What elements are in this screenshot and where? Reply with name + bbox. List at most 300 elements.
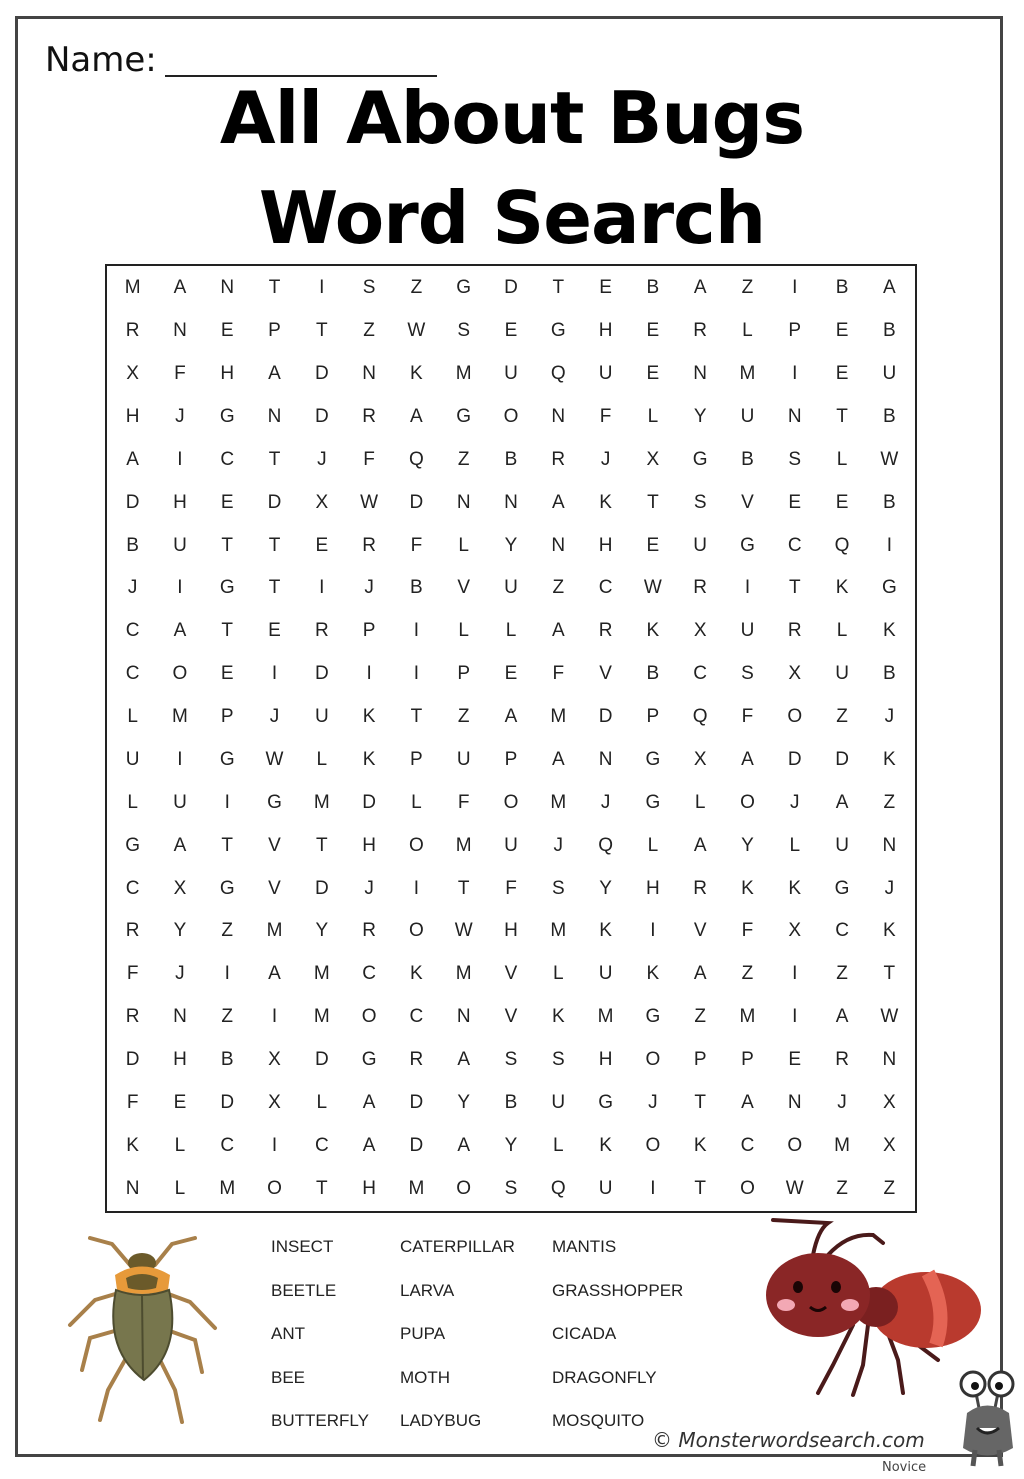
grid-letter[interactable]: A [173, 834, 187, 856]
grid-letter[interactable]: W [785, 1177, 804, 1199]
grid-letter[interactable]: I [744, 577, 751, 599]
grid-letter[interactable]: H [598, 320, 613, 342]
grid-letter[interactable]: U [598, 363, 613, 385]
grid-letter[interactable]: T [647, 491, 659, 513]
grid-letter[interactable]: D [314, 406, 329, 428]
grid-letter[interactable]: M [455, 963, 472, 985]
grid-letter[interactable]: A [551, 748, 565, 770]
grid-letter[interactable]: D [409, 491, 424, 513]
grid-letter[interactable]: X [693, 748, 707, 770]
grid-letter[interactable]: V [599, 663, 612, 685]
grid-letter[interactable]: J [648, 1091, 658, 1113]
grid-letter[interactable]: V [268, 834, 281, 856]
grid-letter[interactable]: A [173, 277, 187, 299]
grid-letter[interactable]: U [551, 1091, 566, 1113]
grid-letter[interactable]: K [410, 363, 423, 385]
grid-letter[interactable]: R [598, 620, 613, 642]
grid-letter[interactable]: U [598, 1177, 613, 1199]
grid-letter[interactable]: S [504, 1177, 518, 1199]
grid-letter[interactable]: R [693, 320, 708, 342]
grid-letter[interactable]: U [504, 577, 518, 599]
grid-letter[interactable]: S [362, 277, 376, 299]
grid-letter[interactable]: W [360, 491, 379, 513]
grid-letter[interactable]: P [504, 748, 518, 770]
grid-letter[interactable]: M [313, 963, 330, 985]
grid-letter[interactable]: N [882, 834, 897, 856]
grid-letter[interactable]: I [792, 1006, 798, 1028]
grid-letter[interactable]: T [316, 834, 328, 856]
grid-letter[interactable]: Z [836, 1177, 848, 1199]
grid-letter[interactable]: P [457, 663, 471, 685]
grid-letter[interactable]: E [646, 363, 660, 385]
grid-letter[interactable]: U [835, 834, 849, 856]
grid-letter[interactable]: E [599, 277, 612, 299]
grid-letter[interactable]: U [173, 791, 187, 813]
grid-letter[interactable]: J [269, 706, 280, 728]
grid-letter[interactable]: E [315, 534, 329, 556]
grid-letter[interactable]: C [740, 1134, 755, 1156]
grid-letter[interactable]: T [836, 406, 848, 428]
grid-letter[interactable]: P [693, 1048, 707, 1070]
grid-letter[interactable]: S [693, 491, 707, 513]
grid-letter[interactable]: A [693, 277, 707, 299]
grid-letter[interactable]: N [504, 491, 518, 513]
grid-letter[interactable]: N [173, 320, 187, 342]
grid-letter[interactable]: Y [504, 534, 518, 556]
grid-letter[interactable]: A [551, 620, 565, 642]
grid-letter[interactable]: L [553, 963, 564, 985]
grid-letter[interactable]: N [173, 1006, 187, 1028]
grid-letter[interactable]: D [125, 1048, 140, 1070]
grid-letter[interactable]: T [268, 577, 281, 599]
grid-letter[interactable]: L [789, 834, 801, 856]
grid-letter[interactable]: G [219, 577, 235, 599]
grid-letter[interactable]: A [362, 1091, 376, 1113]
grid-letter[interactable]: J [884, 877, 895, 899]
grid-letter[interactable]: E [646, 534, 660, 556]
grid-letter[interactable]: K [883, 620, 896, 642]
grid-letter[interactable]: W [880, 448, 899, 470]
grid-letter[interactable]: K [551, 1006, 565, 1028]
grid-letter[interactable]: E [220, 663, 234, 685]
grid-letter[interactable]: U [740, 620, 755, 642]
grid-letter[interactable]: K [788, 877, 802, 899]
grid-letter[interactable]: Q [598, 834, 613, 856]
grid-letter[interactable]: F [126, 963, 139, 985]
grid-letter[interactable]: R [693, 877, 708, 899]
grid-letter[interactable]: I [177, 577, 183, 599]
grid-letter[interactable]: B [883, 320, 896, 342]
grid-letter[interactable]: M [597, 1006, 614, 1028]
grid-letter[interactable]: A [835, 1006, 849, 1028]
grid-letter[interactable]: V [741, 491, 754, 513]
grid-letter[interactable]: G [881, 577, 897, 599]
grid-letter[interactable]: X [788, 920, 802, 942]
grid-letter[interactable]: O [645, 1048, 661, 1070]
grid-letter[interactable]: R [551, 448, 566, 470]
grid-letter[interactable]: M [313, 1006, 330, 1028]
grid-letter[interactable]: Z [741, 963, 754, 985]
grid-letter[interactable]: G [219, 406, 235, 428]
grid-letter[interactable]: O [787, 1134, 803, 1156]
grid-letter[interactable]: B [410, 577, 423, 599]
grid-letter[interactable]: X [126, 363, 139, 385]
grid-letter[interactable]: M [550, 706, 567, 728]
grid-letter[interactable]: B [504, 448, 518, 470]
grid-letter[interactable]: D [835, 748, 849, 770]
grid-letter[interactable]: X [788, 663, 802, 685]
grid-letter[interactable]: H [598, 1048, 613, 1070]
grid-letter[interactable]: G [125, 834, 141, 856]
grid-letter[interactable]: A [741, 748, 754, 770]
grid-letter[interactable]: G [598, 1091, 613, 1113]
grid-letter[interactable]: E [788, 491, 802, 513]
grid-letter[interactable]: C [125, 663, 140, 685]
grid-letter[interactable]: B [646, 663, 660, 685]
grid-letter[interactable]: W [454, 920, 473, 942]
grid-letter[interactable]: J [175, 406, 185, 428]
grid-letter[interactable]: K [362, 706, 376, 728]
grid-letter[interactable]: C [598, 577, 613, 599]
grid-letter[interactable]: I [413, 663, 420, 685]
grid-letter[interactable]: I [650, 1177, 656, 1199]
grid-letter[interactable]: U [598, 963, 613, 985]
grid-letter[interactable]: O [172, 663, 188, 685]
grid-letter[interactable]: V [457, 577, 471, 599]
grid-letter[interactable]: M [550, 791, 567, 813]
grid-letter[interactable]: W [407, 320, 426, 342]
grid-letter[interactable]: E [220, 491, 234, 513]
grid-letter[interactable]: U [835, 663, 849, 685]
grid-letter[interactable]: A [741, 1091, 754, 1113]
grid-letter[interactable]: M [408, 1177, 425, 1199]
grid-letter[interactable]: H [220, 363, 235, 385]
grid-letter[interactable]: G [456, 406, 472, 428]
grid-letter[interactable]: T [410, 706, 423, 728]
grid-letter[interactable]: A [504, 706, 518, 728]
grid-letter[interactable]: F [552, 663, 565, 685]
grid-letter[interactable]: G [219, 748, 235, 770]
grid-letter[interactable]: K [599, 1134, 612, 1156]
grid-letter[interactable]: I [224, 791, 230, 813]
grid-letter[interactable]: J [600, 448, 611, 470]
grid-letter[interactable]: K [599, 920, 612, 942]
grid-letter[interactable]: R [787, 620, 802, 642]
grid-letter[interactable]: A [126, 448, 139, 470]
grid-letter[interactable]: M [739, 363, 756, 385]
grid-letter[interactable]: R [125, 1006, 140, 1028]
grid-letter[interactable]: E [504, 320, 518, 342]
grid-letter[interactable]: M [219, 1177, 236, 1199]
grid-letter[interactable]: W [880, 1006, 899, 1028]
grid-letter[interactable]: G [361, 1048, 377, 1070]
grid-letter[interactable]: Y [693, 406, 707, 428]
grid-letter[interactable]: R [409, 1048, 424, 1070]
grid-letter[interactable]: A [362, 1134, 376, 1156]
grid-letter[interactable]: X [268, 1048, 281, 1070]
grid-letter[interactable]: T [316, 320, 328, 342]
grid-letter[interactable]: L [647, 406, 659, 428]
grid-letter[interactable]: A [693, 834, 707, 856]
grid-letter[interactable]: F [599, 406, 612, 428]
grid-letter[interactable]: I [271, 1006, 278, 1028]
grid-letter[interactable]: L [127, 791, 138, 813]
grid-letter[interactable]: M [172, 706, 188, 728]
grid-letter[interactable]: I [650, 920, 656, 942]
grid-letter[interactable]: O [740, 791, 755, 813]
grid-letter[interactable]: S [788, 448, 802, 470]
grid-letter[interactable]: P [741, 1048, 754, 1070]
grid-letter[interactable]: Q [834, 534, 850, 556]
grid-letter[interactable]: A [457, 1048, 471, 1070]
grid-letter[interactable]: C [220, 1134, 235, 1156]
grid-letter[interactable]: L [505, 620, 517, 642]
grid-letter[interactable]: U [173, 534, 187, 556]
grid-letter[interactable]: L [458, 620, 469, 642]
grid-letter[interactable]: B [883, 491, 896, 513]
grid-letter[interactable]: R [693, 577, 708, 599]
grid-letter[interactable]: Z [221, 1006, 234, 1028]
grid-letter[interactable]: F [363, 448, 375, 470]
grid-letter[interactable]: R [125, 320, 140, 342]
grid-letter[interactable]: K [126, 1134, 139, 1156]
grid-letter[interactable]: K [693, 1134, 707, 1156]
grid-letter[interactable]: O [456, 1177, 472, 1199]
grid-letter[interactable]: O [267, 1177, 282, 1199]
grid-letter[interactable]: I [886, 534, 892, 556]
grid-letter[interactable]: N [220, 277, 235, 299]
grid-letter[interactable]: O [361, 1006, 377, 1028]
grid-letter[interactable]: U [693, 534, 708, 556]
grid-letter[interactable]: A [173, 620, 187, 642]
grid-letter[interactable]: L [742, 320, 753, 342]
grid-letter[interactable]: R [314, 620, 329, 642]
grid-letter[interactable]: C [125, 620, 140, 642]
grid-letter[interactable]: N [125, 1177, 140, 1199]
grid-letter[interactable]: X [173, 877, 187, 899]
grid-letter[interactable]: H [362, 834, 376, 856]
grid-letter[interactable]: H [125, 406, 140, 428]
grid-letter[interactable]: T [316, 1177, 328, 1199]
grid-letter[interactable]: I [271, 1134, 278, 1156]
grid-letter[interactable]: Z [457, 448, 470, 470]
grid-letter[interactable]: S [741, 663, 754, 685]
grid-letter[interactable]: I [319, 277, 325, 299]
grid-letter[interactable]: G [645, 791, 661, 813]
grid-letter[interactable]: K [835, 577, 849, 599]
grid-letter[interactable]: Y [315, 920, 329, 942]
grid-letter[interactable]: K [646, 963, 660, 985]
grid-letter[interactable]: F [457, 791, 470, 813]
grid-letter[interactable]: E [646, 320, 660, 342]
grid-letter[interactable]: Q [550, 363, 566, 385]
grid-letter[interactable]: N [693, 363, 708, 385]
grid-letter[interactable]: D [267, 491, 282, 513]
grid-letter[interactable]: E [835, 491, 849, 513]
grid-letter[interactable]: P [362, 620, 376, 642]
grid-letter[interactable]: E [788, 1048, 802, 1070]
grid-letter[interactable]: O [645, 1134, 661, 1156]
grid-letter[interactable]: A [883, 277, 896, 299]
grid-letter[interactable]: I [413, 877, 420, 899]
grid-letter[interactable]: E [504, 663, 518, 685]
grid-letter[interactable]: B [126, 534, 139, 556]
grid-letter[interactable]: Z [836, 706, 848, 728]
grid-letter[interactable]: X [693, 620, 707, 642]
grid-letter[interactable]: M [739, 1006, 756, 1028]
grid-letter[interactable]: L [411, 791, 422, 813]
grid-letter[interactable]: O [503, 791, 519, 813]
grid-letter[interactable]: P [788, 320, 802, 342]
grid-letter[interactable]: G [740, 534, 755, 556]
grid-letter[interactable]: L [316, 1091, 328, 1113]
grid-letter[interactable]: B [220, 1048, 234, 1070]
grid-letter[interactable]: A [268, 963, 281, 985]
grid-letter[interactable]: D [598, 706, 613, 728]
grid-letter[interactable]: T [221, 534, 234, 556]
grid-letter[interactable]: I [177, 748, 183, 770]
grid-letter[interactable]: P [646, 706, 660, 728]
grid-letter[interactable]: Z [836, 963, 848, 985]
grid-letter[interactable]: B [883, 663, 896, 685]
grid-letter[interactable]: O [409, 834, 424, 856]
grid-letter[interactable]: P [410, 748, 423, 770]
grid-letter[interactable]: N [456, 491, 471, 513]
grid-letter[interactable]: L [316, 748, 328, 770]
grid-letter[interactable]: C [835, 920, 849, 942]
grid-letter[interactable]: J [553, 834, 564, 856]
grid-letter[interactable]: J [364, 577, 374, 599]
grid-letter[interactable]: T [457, 877, 470, 899]
grid-letter[interactable]: Z [694, 1006, 706, 1028]
grid-letter[interactable]: H [173, 491, 187, 513]
grid-letter[interactable]: D [409, 1134, 424, 1156]
grid-letter[interactable]: R [362, 920, 376, 942]
grid-letter[interactable]: T [221, 834, 234, 856]
grid-letter[interactable]: N [456, 1006, 471, 1028]
grid-letter[interactable]: G [645, 1006, 661, 1028]
grid-letter[interactable]: H [504, 920, 518, 942]
grid-letter[interactable]: D [125, 491, 140, 513]
grid-letter[interactable]: Q [692, 706, 708, 728]
grid-letter[interactable]: P [220, 706, 234, 728]
grid-letter[interactable]: U [882, 363, 897, 385]
grid-letter[interactable]: T [883, 963, 896, 985]
grid-letter[interactable]: W [265, 748, 284, 770]
grid-letter[interactable]: F [126, 1091, 139, 1113]
grid-letter[interactable]: M [455, 834, 472, 856]
grid-letter[interactable]: R [362, 406, 376, 428]
grid-letter[interactable]: J [364, 877, 374, 899]
grid-letter[interactable]: U [456, 748, 471, 770]
grid-letter[interactable]: N [551, 406, 566, 428]
grid-letter[interactable]: U [504, 363, 518, 385]
grid-letter[interactable]: M [266, 920, 283, 942]
grid-letter[interactable]: O [740, 1177, 755, 1199]
grid-letter[interactable]: X [315, 491, 329, 513]
grid-letter[interactable]: I [366, 663, 372, 685]
grid-letter[interactable]: T [788, 577, 801, 599]
grid-letter[interactable]: S [504, 1048, 518, 1070]
grid-letter[interactable]: G [456, 277, 472, 299]
grid-letter[interactable]: G [219, 877, 235, 899]
grid-letter[interactable]: E [268, 620, 281, 642]
grid-letter[interactable]: I [319, 577, 325, 599]
grid-letter[interactable]: H [362, 1177, 376, 1199]
grid-letter[interactable]: X [268, 1091, 281, 1113]
grid-letter[interactable]: U [740, 406, 755, 428]
grid-letter[interactable]: D [409, 1091, 424, 1113]
grid-letter[interactable]: Z [741, 277, 754, 299]
grid-letter[interactable]: B [741, 448, 754, 470]
grid-letter[interactable]: G [267, 791, 282, 813]
grid-letter[interactable]: R [835, 1048, 849, 1070]
grid-letter[interactable]: J [127, 577, 138, 599]
grid-letter[interactable]: B [883, 406, 896, 428]
grid-letter[interactable]: E [835, 320, 849, 342]
grid-letter[interactable]: Q [409, 448, 424, 470]
grid-letter[interactable]: L [836, 620, 848, 642]
grid-letter[interactable]: L [174, 1177, 186, 1199]
grid-letter[interactable]: A [551, 491, 565, 513]
grid-letter[interactable]: D [314, 663, 329, 685]
grid-letter[interactable]: C [787, 534, 802, 556]
grid-letter[interactable]: J [837, 1091, 847, 1113]
grid-letter[interactable]: S [551, 1048, 565, 1070]
grid-letter[interactable]: C [409, 1006, 424, 1028]
grid-letter[interactable]: U [504, 834, 518, 856]
grid-letter[interactable]: D [314, 1048, 329, 1070]
grid-letter[interactable]: I [413, 620, 420, 642]
grid-letter[interactable]: H [598, 534, 613, 556]
grid-letter[interactable]: B [835, 277, 849, 299]
grid-letter[interactable]: K [362, 748, 376, 770]
grid-letter[interactable]: O [409, 920, 424, 942]
grid-letter[interactable]: M [550, 920, 567, 942]
grid-letter[interactable]: L [647, 834, 659, 856]
grid-letter[interactable]: M [455, 363, 472, 385]
grid-letter[interactable]: Z [883, 791, 896, 813]
grid-letter[interactable]: A [410, 406, 423, 428]
grid-letter[interactable]: A [268, 363, 281, 385]
grid-letter[interactable]: F [741, 706, 754, 728]
grid-letter[interactable]: V [268, 877, 281, 899]
grid-letter[interactable]: I [224, 963, 230, 985]
grid-letter[interactable]: I [792, 963, 798, 985]
grid-letter[interactable]: I [792, 277, 798, 299]
grid-letter[interactable]: I [792, 363, 798, 385]
grid-letter[interactable]: F [505, 877, 517, 899]
grid-letter[interactable]: U [314, 706, 329, 728]
grid-letter[interactable]: S [551, 877, 565, 899]
grid-letter[interactable]: T [268, 448, 281, 470]
grid-letter[interactable]: L [458, 534, 469, 556]
grid-letter[interactable]: A [693, 963, 707, 985]
grid-letter[interactable]: N [787, 406, 802, 428]
grid-letter[interactable]: Z [221, 920, 234, 942]
grid-letter[interactable]: T [694, 1091, 706, 1113]
grid-letter[interactable]: F [174, 363, 186, 385]
grid-letter[interactable]: F [410, 534, 423, 556]
grid-letter[interactable]: K [883, 748, 896, 770]
grid-letter[interactable]: D [504, 277, 518, 299]
grid-letter[interactable]: G [834, 877, 850, 899]
grid-letter[interactable]: J [600, 791, 611, 813]
grid-letter[interactable]: V [504, 1006, 518, 1028]
grid-letter[interactable]: D [220, 1091, 235, 1113]
grid-letter[interactable]: N [787, 1091, 802, 1113]
grid-letter[interactable]: O [787, 706, 803, 728]
